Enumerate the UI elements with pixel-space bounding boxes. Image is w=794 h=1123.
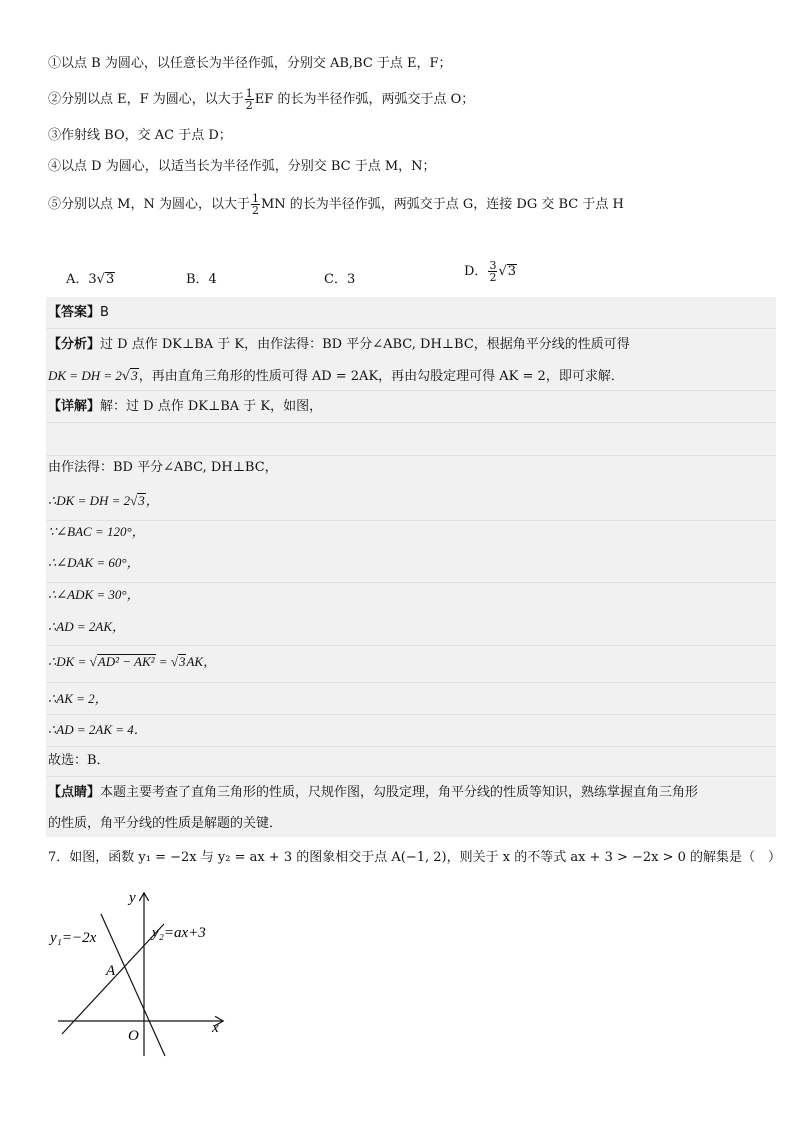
step-text-post: MN 的长为半径作弧，两弧交于点 G，连接 DG 交 BC 于点 H [260,197,624,212]
step-number: ③ [48,128,62,143]
step-number: ④ [48,159,62,174]
option-b: B．4 [186,272,217,287]
fraction-numerator: 1 [245,87,253,100]
question-7-text: 7．如图，函数 y₁ = −2x 与 y₂ = ax + 3 的图象相交于点 A(−1, 2)，则关于 x 的不等式 ax + 3 > −2x > 0 的解集是（ ） [48,850,782,865]
step-text-post: EF 的长为半径作弧，两弧交于点 O； [254,92,475,107]
detail-radicand: AD² − AK² [97,654,155,669]
step-5 [48,193,624,216]
comment-line-1 [48,783,698,803]
detail-equals: = [155,654,171,669]
function-graph [44,884,234,1064]
analysis-line-1 [48,335,630,355]
step-1 [48,54,452,74]
y2-label: y₂=ax+3 [152,925,206,941]
detail-punct: ， [145,493,159,508]
analysis-tag: 【分析】 [48,337,101,352]
detail-step-4: ∴∠DAK = 60°， [48,555,140,570]
step-text: 以点 B 为圆心，以任意长为半径作弧，分别交 AB,BC 于点 E，F； [61,56,452,71]
step-text: 以点 D 为圆心，以适当长为半径作弧，分别交 BC 于点 M，N； [61,159,436,174]
y-axis-label: y [129,890,136,906]
detail-punct: AK， [186,654,217,669]
detail-tag: 【详解】 [48,399,101,414]
detail-equation: ∴DK = DH = 2 [48,493,131,508]
fraction-numerator: 3 [489,259,497,272]
answer-line [48,303,109,323]
detail-intro: 解：过 D 点作 DK⊥BA 于 K，如图， [100,399,323,414]
step-2 [48,88,474,111]
step-number: ⑤ [48,197,62,212]
fraction [488,260,497,283]
detail-choose: 故选：B． [48,753,110,768]
option-c: C．3 [324,272,356,287]
option-a: A．3√3 [66,272,115,287]
fraction [251,193,260,216]
comment-line-2: 的性质，角平分线的性质是解题的关键． [48,816,283,831]
analysis-text: ，再由直角三角形的性质可得 AD = 2AK，再由勾股定理可得 AK = 2，即可求解． [138,369,624,384]
detail-intro-line [48,397,322,417]
answer-tag: 【答案】 [48,305,101,320]
detail-radicand: 3 [178,654,186,669]
fraction-denominator: 2 [489,271,497,284]
fraction-numerator: 1 [251,192,259,205]
analysis-text: 过 D 点作 DK⊥BA 于 K，由作法得：BD 平分∠ABC, DH⊥BC，根据角平分线的性质可得 [100,337,630,352]
detail-step-2: ∴DK = DH = 2√3， [48,493,159,508]
option-a-radicand: 3 [105,272,115,287]
analysis-radicand: 3 [131,368,138,383]
detail-step-9: ∴AD = 2AK = 4． [48,722,147,737]
detail-equation: ∴DK = [48,654,90,669]
option-d-radicand: 3 [507,264,517,279]
detail-step-8: ∴AK = 2， [48,691,108,706]
comment-text: 本题主要考查了直角三角形的性质，尺规作图，勾股定理，角平分线的性质等知识，熟练掌握直角三角形 [100,785,699,800]
step-4 [48,157,436,177]
origin-label: O [128,1028,139,1044]
step-text: 分别以点 E，F 为圆心，以大于 [61,92,244,107]
detail-step-3: ∵∠BAC = 120°， [48,524,145,539]
detail-radicand: 3 [138,493,145,508]
detail-step-1: 由作法得：BD 平分∠ABC, DH⊥BC， [48,460,278,475]
step-number: ② [48,92,62,107]
y1-label: y₁=−2x [50,930,97,946]
fraction-denominator: 2 [245,99,253,112]
fraction-denominator: 2 [251,204,259,217]
step-number: ① [48,56,62,71]
option-d: D． $\frac{3}{2}$ √3 [464,259,517,284]
point-a-label: A [106,963,116,979]
detail-step-5: ∴∠ADK = 30°， [48,587,140,602]
analysis-equation: DK = DH = 2 [48,368,122,383]
comment-tag: 【点睛】 [48,785,101,800]
step-text: 作射线 BO，交 AC 于点 D； [61,128,232,143]
step-text: 分别以点 M，N 为圆心，以大于 [61,197,250,212]
answer-options [66,259,586,290]
step-3 [48,126,232,146]
option-d-label: D． [464,264,488,279]
x-axis-label: x [212,1020,219,1036]
fraction [245,88,254,111]
detail-step-7: ∴DK = √AD² − AK² = √3AK， [48,654,217,669]
answer-value: B [100,305,109,320]
option-a-label: A．3 [66,272,97,287]
detail-step-6: ∴AD = 2AK， [48,619,125,634]
analysis-line-2: DK = DH = 2√3，再由直角三角形的性质可得 AD = 2AK，再由勾股定理可得 AK = 2，即可求解． [48,368,624,384]
